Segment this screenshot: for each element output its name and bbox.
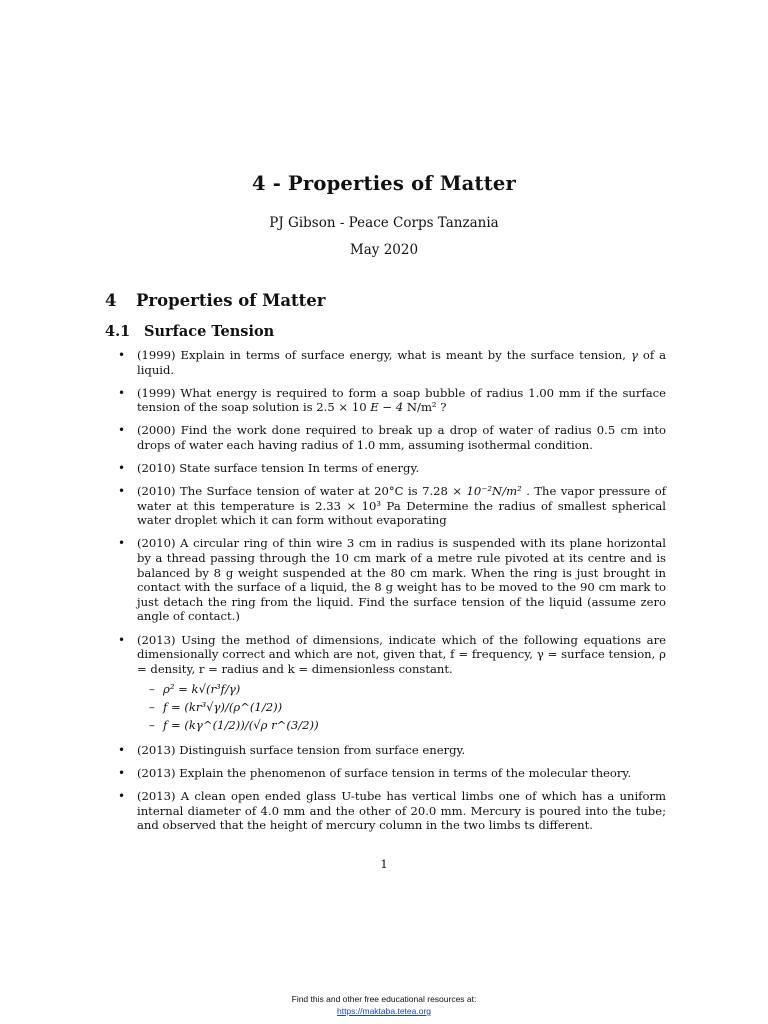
gamma-symbol: γ (630, 348, 638, 362)
question-item: • (2010) A circular ring of thin wire 3 cm in radius is suspended with its plane horizontal by a thread passing through the 10 cm mark of a metre rule pivoted at its centre and is balanced by 8 g weight suspended at the 80 cm mark. When the ring is just brought in contact with the surface of a liquid, the 8 g weight has to be moved to the 90 cm mark to just detach the ring from the liquid. Find the surface tension of the liquid (assume zero angle of contact.) (118, 536, 666, 624)
footer-link[interactable]: https://maktaba.tetea.org (336, 1006, 432, 1016)
question-item: • (2000) Find the work done required to break up a drop of water of radius 0.5 cm into drops of water each having radius of 1.0 mm, assuming isothermal condition. (118, 423, 666, 452)
document-date: May 2020 (349, 242, 419, 258)
surface-tension-value: 10⁻²N/m² (466, 484, 522, 499)
question-item: • (2013) Distinguish surface tension from surface energy. (118, 743, 666, 758)
page-number: 1 (380, 857, 388, 871)
question-item: • (1999) What energy is required to form a soap bubble of radius 1.00 mm if the surface tension of the soap solution is 2.5 × 10 E − 4 N/m² ? (118, 386, 666, 415)
exponent-notation: E − 4 (370, 400, 404, 415)
subsection-title: Surface Tension (144, 323, 275, 340)
footer (0, 993, 768, 1017)
equation-item: – f = (kγ^(1/2))/(√ρ r^(3/2)) (149, 716, 666, 734)
section-number: 4 (105, 291, 117, 310)
question-list (118, 348, 666, 841)
document-author: PJ Gibson - Peace Corps Tanzania (269, 215, 499, 231)
footer-text: Find this and other free educational resources at: (291, 994, 477, 1004)
question-item: • (2010) The Surface tension of water at 20°C is 7.28 × 10⁻²N/m² . The vapor pressure of water at this temperature is 2.33 × 10³ Pa Determine the radius of smallest spherical water droplet which it can form without evaporating (118, 484, 666, 528)
equation-list (137, 680, 666, 734)
subsection-heading (105, 323, 274, 340)
section-title: Properties of Matter (136, 291, 326, 310)
equation-item: – ρ² = k√(r³f/γ) (149, 680, 666, 698)
question-item: • (2013) Using the method of dimensions, indicate which of the following equations are dimensionally correct and which are not, given that, f = frequency, γ = surface tension, ρ = density, r = radius and k = dimensionless constant. – ρ² = k√(r³f/γ) – f = (kr³√γ)/(ρ^(1/2)) – f = (kγ^(1/2))/(√ρ r^(3/2)) (118, 633, 666, 735)
section-heading (105, 291, 326, 310)
subsection-number: 4.1 (105, 323, 131, 340)
equation-item: – f = (kr³√γ)/(ρ^(1/2)) (149, 698, 666, 716)
question-item: • (2010) State surface tension In terms of energy. (118, 461, 666, 476)
question-item: • (2013) Explain the phenomenon of surface tension in terms of the molecular theory. (118, 766, 666, 781)
question-item: • (2013) A clean open ended glass U-tube has vertical limbs one of which has a uniform internal diameter of 4.0 mm and the other of 20.0 mm. Mercury is poured into the tube; and observed that the height of mercury column in the two limbs ts different. (118, 789, 666, 833)
question-item: • (1999) Explain in terms of surface energy, what is meant by the surface tension, γ of a liquid. (118, 348, 666, 377)
document-title: 4 - Properties of Matter (252, 172, 516, 195)
